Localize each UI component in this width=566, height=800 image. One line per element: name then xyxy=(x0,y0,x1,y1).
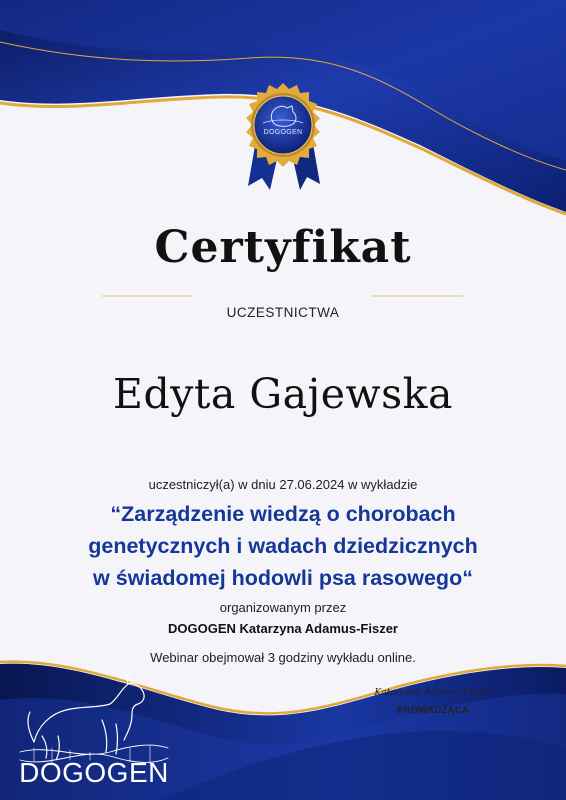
lecture-title-line: w świadomej hodowli psa rasowego“ xyxy=(93,566,473,590)
organized-label: organizowanym przez xyxy=(219,600,347,615)
signature: Katarzyna Adamus-Fiszer xyxy=(374,688,492,698)
lecture-title-line: “Zarządzenie wiedzą o chorobach xyxy=(110,502,456,526)
certificate-title: Certyfikat xyxy=(154,222,412,273)
participation-line: uczestniczył(a) w dniu 27.06.2024 w wykładzie xyxy=(148,477,418,492)
organizer-name: DOGOGEN Katarzyna Adamus-Fiszer xyxy=(168,621,398,636)
lecture-title xyxy=(0,498,566,594)
signer-role: PROWADZĄCA xyxy=(396,705,470,716)
seal-label: DOGOGEN xyxy=(263,129,303,136)
brand-name: DOGOGEN xyxy=(19,757,169,788)
certificate-subtitle: UCZESTNICTWA xyxy=(226,305,340,320)
seal-badge xyxy=(246,83,320,167)
participant-name: Edyta Gajewska xyxy=(113,370,453,418)
lecture-title-line: genetycznych i wadach dziedzicznych xyxy=(88,534,478,558)
duration-note: Webinar obejmował 3 godziny wykładu online. xyxy=(150,650,416,665)
